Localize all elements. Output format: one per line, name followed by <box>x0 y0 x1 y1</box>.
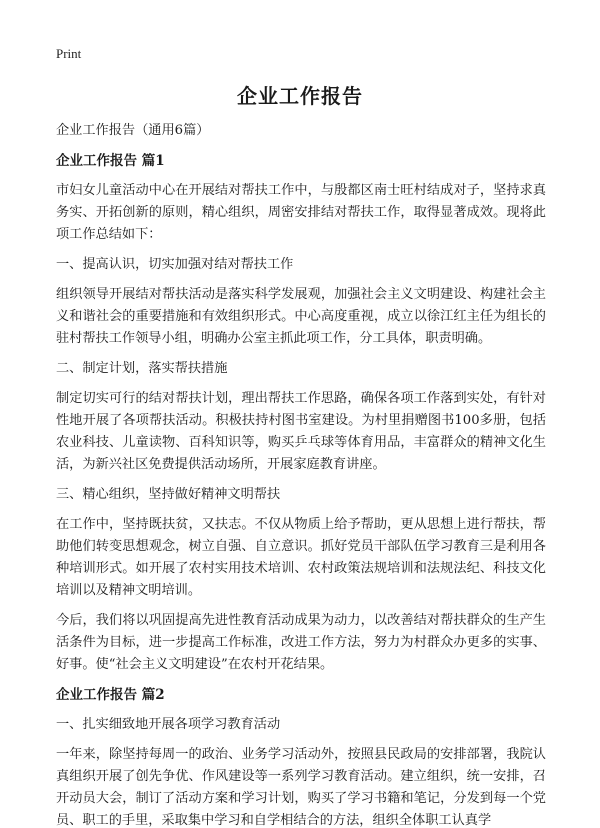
document-title: 企业工作报告 <box>237 84 363 108</box>
paragraph: 市妇女儿童活动中心在开展结对帮扶工作中，与殷都区南士旺村结成对子，坚持求真务实、开拓创新的原则，精心组织，周密安排结对帮扶工作，取得显著成效。现将此项工作总结如下： <box>56 183 546 242</box>
paragraph: 组织领导开展结对帮扶活动是落实科学发展观，加强社会主义文明建设、构建社会主义和谐社会的重要措施和有效组织形式。中心高度重视，成立以徐江红主任为组长的驻村帮扶工作领导小组，明确办公室主抓此项工作，分工具体，职责明确。 <box>56 287 546 346</box>
document-subtitle: 企业工作报告（通用6篇） <box>56 123 210 138</box>
step-heading: 一、扎实细致地开展各项学习教育活动 <box>56 717 281 732</box>
paragraph: 今后，我们将以巩固提高先进性教育活动成果为动力，以改善结对帮扶群众的生产生活条件为目标，进一步提高工作标准，改进工作方法，努力为村群众办更多的实事、好事。使“社会主义文明建设”在农村开花结果。 <box>56 613 546 672</box>
document-body <box>56 120 546 828</box>
paragraph: 一年来，除坚持每周一的政治、业务学习活动外，按照县民政局的安排部署，我院认真组织开展了创先争优、作风建设等一系列学习教育活动。建立组织，统一安排，召开动员大会，制订了活动方案和学习计划，购买了学习书籍和笔记，分发到每一个党员、职工的手里，采取集中学习和自学相结合的方法，组织全体职工认真学 <box>56 747 546 828</box>
print-link[interactable]: Print <box>56 46 82 61</box>
article-heading: 企业工作报告 篇2 <box>56 687 165 703</box>
step-heading: 二、制定计划，落实帮扶措施 <box>56 361 228 376</box>
paragraph: 在工作中，坚持既扶贫，又扶志。不仅从物质上给予帮助，更从思想上进行帮扶，帮助他们转变思想观念，树立自强、自立意识。抓好党员干部队伍学习教育三是利用各种培训形式。如开展了农村实用技术培训、农村政策法规培训和法规法纪、科技文化培训以及精神文明培训。 <box>56 517 546 598</box>
step-heading: 三、精心组织，坚持做好精神文明帮扶 <box>56 487 281 502</box>
article-heading: 企业工作报告 篇1 <box>56 153 165 169</box>
step-heading: 一、提高认识，切实加强对结对帮扶工作 <box>56 257 294 272</box>
paragraph: 制定切实可行的结对帮扶计划，理出帮扶工作思路，确保各项工作落到实处，有针对性地开展了各项帮扶活动。积极扶持村图书室建设。为村里捐赠图书100多册，包括农业科技、儿童读物、百科知识等，购买乒乓球等体育用品，丰富群众的精神文化生活，为新兴社区免费提供活动场所，开展家庭教育讲座。 <box>56 391 546 472</box>
